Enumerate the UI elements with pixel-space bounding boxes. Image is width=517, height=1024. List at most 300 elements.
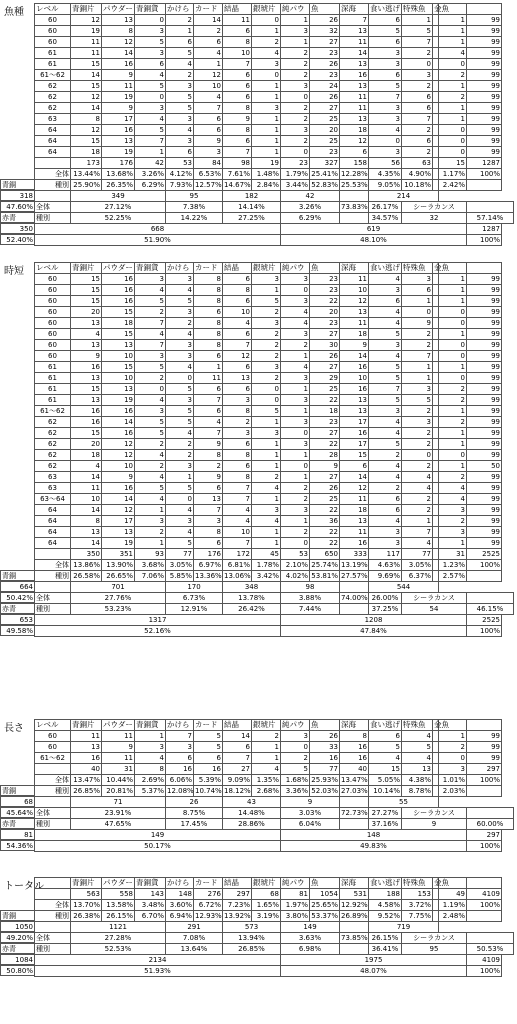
- overall-row: [35, 830, 514, 841]
- table-cell: レベル: [35, 720, 71, 731]
- table-cell: 2: [135, 439, 166, 450]
- section-title: 時短: [4, 266, 24, 277]
- table-cell: 40: [71, 764, 102, 775]
- side-cell: [0, 295, 34, 306]
- table-cell: 14: [71, 538, 102, 549]
- table-cell: 6: [194, 125, 223, 136]
- side-cell: [0, 80, 34, 91]
- table-cell: 19: [102, 538, 135, 549]
- side-cell: [0, 69, 34, 80]
- group-cell: 349: [71, 191, 166, 202]
- table-row: [35, 527, 514, 538]
- table-cell: 6: [194, 384, 223, 395]
- table-cell: 5: [402, 742, 433, 753]
- table-cell: 3.44%: [281, 180, 310, 191]
- table-cell: 3.48%: [135, 900, 166, 911]
- table-cell: 1: [252, 494, 281, 505]
- table-cell: 3: [166, 114, 194, 125]
- table-cell: 18: [340, 505, 369, 516]
- table-cell: 5: [194, 742, 223, 753]
- table-cell: 0: [252, 70, 281, 81]
- table-row: [35, 329, 514, 340]
- group-cell: 46.15%: [467, 604, 514, 615]
- table-cell: 3: [281, 505, 310, 516]
- level-cell: 61〜62: [35, 753, 71, 764]
- group-cell: シーラカンス: [402, 593, 467, 604]
- table-cell: 5: [166, 296, 194, 307]
- table-cell: 魚: [310, 878, 340, 889]
- level-cell: 62: [35, 417, 71, 428]
- group-cell: 13.94%: [223, 933, 281, 944]
- table-cell: 50: [467, 461, 502, 472]
- table-cell: 3: [402, 274, 433, 285]
- table-cell: カード: [194, 263, 223, 274]
- table-cell: 3: [194, 147, 223, 158]
- table-cell: 6: [194, 483, 223, 494]
- table-row: [35, 136, 514, 147]
- table-cell: 9: [102, 70, 135, 81]
- table-cell: 3: [281, 26, 310, 37]
- type-percent-row: [35, 911, 514, 922]
- table-cell: 1: [439, 731, 467, 742]
- table-cell: 4: [402, 472, 433, 483]
- table-cell: 6: [194, 351, 223, 362]
- table-row: [35, 395, 514, 406]
- table-cell: 1: [194, 362, 223, 373]
- table-row: [35, 742, 514, 753]
- table-cell: 1: [439, 285, 467, 296]
- table-cell: 8: [194, 340, 223, 351]
- table-cell: 2: [281, 136, 310, 147]
- table-cell: 99: [467, 406, 502, 417]
- table-cell: 99: [467, 81, 502, 92]
- table-cell: 11: [340, 37, 369, 48]
- table-cell: 13.47%: [71, 775, 102, 786]
- table-cell: 2: [439, 742, 467, 753]
- data-table: [34, 3, 514, 246]
- table-cell: 40: [340, 764, 369, 775]
- table-cell: 8.78%: [402, 786, 433, 797]
- table-cell: 99: [467, 428, 502, 439]
- table-cell: 13: [71, 395, 102, 406]
- table-cell: 2: [439, 395, 467, 406]
- table-cell: 99: [467, 92, 502, 103]
- table-cell: 5: [402, 395, 433, 406]
- table-cell: レベル: [35, 4, 71, 15]
- table-cell: 1: [252, 742, 281, 753]
- table-cell: かけら: [166, 878, 194, 889]
- table-cell: 99: [467, 296, 502, 307]
- table-cell: 99: [467, 274, 502, 285]
- side-cell: 青銅: [0, 785, 34, 796]
- table-cell: 29: [310, 373, 340, 384]
- table-cell: 2: [402, 505, 433, 516]
- group-cell: [467, 202, 514, 213]
- side-cell: [0, 899, 34, 910]
- table-cell: 5: [369, 373, 402, 384]
- side-cell: 赤青: [0, 943, 34, 954]
- table-cell: 99: [467, 136, 502, 147]
- table-cell: 99: [467, 285, 502, 296]
- table-cell: 4: [439, 48, 467, 59]
- table-cell: 4: [194, 48, 223, 59]
- table-cell: 6: [194, 538, 223, 549]
- table-row: [35, 406, 514, 417]
- table-cell: 99: [467, 538, 502, 549]
- table-cell: 4: [369, 428, 402, 439]
- group-cell: 32: [402, 213, 467, 224]
- table-cell: 12.92%: [341, 901, 368, 909]
- side-cell: [0, 548, 34, 559]
- table-cell: 12: [223, 351, 252, 362]
- table-cell: 銀琥片: [252, 4, 281, 15]
- table-cell: 4: [369, 125, 402, 136]
- table-cell: 4: [439, 494, 467, 505]
- table-cell: 13.06%: [224, 572, 251, 580]
- table-cell: 8: [71, 114, 102, 125]
- table-cell: 8: [223, 406, 252, 417]
- group-cell: [340, 191, 369, 202]
- table-cell: 26: [310, 59, 340, 70]
- table-cell: 12: [71, 15, 102, 26]
- table-cell: 4: [194, 92, 223, 103]
- table-cell: 17: [340, 417, 369, 428]
- table-cell: 6: [223, 329, 252, 340]
- side-cell: [0, 36, 34, 47]
- side-cell: [0, 361, 34, 372]
- table-row: [35, 125, 514, 136]
- table-cell: 3: [223, 395, 252, 406]
- side-cell: [0, 763, 34, 774]
- table-cell: 食い逃げ: [370, 4, 400, 13]
- side-cell: 653: [0, 614, 34, 625]
- table-cell: 5: [135, 81, 166, 92]
- level-cell: 63: [35, 472, 71, 483]
- group-cell: 6.04%: [281, 819, 340, 830]
- table-cell: 全体: [35, 775, 71, 786]
- table-cell: 6.37%: [402, 571, 433, 582]
- table-cell: 金魚: [434, 4, 449, 13]
- table-row: [35, 373, 514, 384]
- table-cell: 25.53%: [341, 181, 368, 189]
- table-cell: 結晶: [223, 720, 252, 731]
- table-cell: 3.26%: [135, 169, 166, 180]
- table-row: [35, 147, 514, 158]
- table-cell: 9: [402, 318, 433, 329]
- table-cell: 99: [467, 472, 502, 483]
- table-cell: 4: [135, 329, 166, 340]
- table-cell: 4: [252, 516, 281, 527]
- table-cell: 2: [252, 340, 281, 351]
- level-cell: 61: [35, 59, 71, 70]
- group-row: [35, 922, 514, 933]
- table-cell: 5: [166, 417, 194, 428]
- table-cell: 1: [402, 15, 433, 26]
- table-cell: かけら: [166, 4, 194, 15]
- side-cell: 青銅: [0, 179, 34, 190]
- table-cell: 1: [252, 26, 281, 37]
- table-cell: 99: [467, 15, 502, 26]
- level-cell: 62: [35, 92, 71, 103]
- table-cell: 7.75%: [402, 911, 433, 922]
- table-cell: 13.86%: [71, 560, 102, 571]
- overall-cell: 1975: [281, 955, 467, 966]
- group-cell: 8.75%: [166, 808, 223, 819]
- table-cell: 4: [402, 731, 433, 742]
- level-cell: 64: [35, 527, 71, 538]
- table-cell: 1: [252, 92, 281, 103]
- group-cell: 3.88%: [281, 593, 340, 604]
- table-cell: 0: [439, 307, 467, 318]
- side-cell: [0, 350, 34, 361]
- table-cell: 1: [135, 538, 166, 549]
- level-cell: 64: [35, 125, 71, 136]
- group-cell: 55: [369, 797, 439, 808]
- table-cell: 19: [252, 158, 281, 169]
- table-cell: 2: [402, 439, 433, 450]
- table-cell: 1.19%: [439, 900, 467, 911]
- table-cell: 6: [223, 81, 252, 92]
- table-cell: 26.89%: [341, 912, 368, 920]
- table-cell: 7: [194, 395, 223, 406]
- table-cell: 10.74%: [195, 787, 222, 795]
- group-row: [35, 797, 514, 808]
- table-cell: 3: [252, 428, 281, 439]
- table-cell: 銀琥片: [252, 878, 281, 889]
- side-cell: [0, 741, 34, 752]
- group-cell: 36.41%: [369, 944, 402, 955]
- table-cell: 9: [102, 103, 135, 114]
- table-cell: 2: [439, 516, 467, 527]
- table-cell: 13: [340, 59, 369, 70]
- table-cell: 7.23%: [223, 900, 252, 911]
- table-cell: 3: [402, 417, 433, 428]
- table-cell: 4: [166, 428, 194, 439]
- table-cell: 297: [223, 889, 252, 900]
- table-cell: 16: [102, 274, 135, 285]
- table-cell: 3: [402, 384, 433, 395]
- table-cell: 26.65%: [102, 571, 135, 582]
- table-cell: 13: [194, 494, 223, 505]
- table-cell: 6: [340, 461, 369, 472]
- table-cell: 36: [310, 516, 340, 527]
- table-cell: 4: [166, 527, 194, 538]
- table-cell: 1: [281, 472, 310, 483]
- table-cell: 351: [102, 549, 135, 560]
- table-cell: 16: [71, 753, 102, 764]
- table-cell: 3: [135, 742, 166, 753]
- table-cell: 63: [402, 158, 433, 169]
- table-cell: 0: [252, 395, 281, 406]
- table-row: [35, 483, 514, 494]
- table-cell: 6: [194, 37, 223, 48]
- table-cell: 26.58%: [71, 571, 102, 582]
- table-cell: 深海: [340, 720, 369, 731]
- table-cell: [35, 549, 71, 560]
- overall-cell: 47.84%: [281, 626, 467, 637]
- table-cell: 9: [194, 439, 223, 450]
- table-cell: 3: [166, 395, 194, 406]
- table-cell: 2: [281, 59, 310, 70]
- table-cell: 11: [102, 731, 135, 742]
- table-cell: 2: [402, 340, 433, 351]
- table-cell: 14.67%: [224, 181, 251, 189]
- group-cell: 73.83%: [341, 203, 368, 211]
- table-cell: 2.48%: [439, 911, 467, 922]
- table-cell: 13: [102, 340, 135, 351]
- table-cell: 2525: [467, 549, 502, 560]
- table-cell: 0: [281, 285, 310, 296]
- table-cell: 28: [310, 450, 340, 461]
- table-cell: 2: [402, 428, 433, 439]
- table-cell: 3: [135, 103, 166, 114]
- table-cell: カード: [194, 720, 223, 731]
- table-cell: 650: [310, 549, 340, 560]
- table-cell: 6: [369, 505, 402, 516]
- table-cell: 16: [340, 70, 369, 81]
- table-cell: 6: [223, 274, 252, 285]
- table-cell: 6: [223, 70, 252, 81]
- table-row: [35, 92, 514, 103]
- group-row: [35, 582, 514, 593]
- table-cell: 4.02%: [281, 571, 310, 582]
- table-cell: 12: [194, 70, 223, 81]
- overall-cell: 48.07%: [281, 966, 467, 977]
- table-cell: 15: [71, 81, 102, 92]
- table-cell: 27: [310, 103, 340, 114]
- table-cell: 結晶: [223, 878, 252, 889]
- table-cell: 99: [467, 318, 502, 329]
- table-cell: 2: [281, 48, 310, 59]
- table-cell: 11: [340, 527, 369, 538]
- table-cell: 1: [439, 37, 467, 48]
- table-cell: 0: [281, 461, 310, 472]
- table-cell: 8: [223, 450, 252, 461]
- level-cell: 60: [35, 351, 71, 362]
- table-cell: 9: [310, 461, 340, 472]
- table-cell: 20: [71, 307, 102, 318]
- table-cell: 176: [102, 158, 135, 169]
- table-cell: 8: [135, 764, 166, 775]
- table-cell: 2: [402, 48, 433, 59]
- table-cell: 5: [369, 26, 402, 37]
- table-cell: 7.61%: [223, 169, 252, 180]
- table-cell: 6: [166, 753, 194, 764]
- table-cell: 6: [194, 307, 223, 318]
- table-cell: 10: [102, 351, 135, 362]
- table-cell: 4: [166, 125, 194, 136]
- table-cell: 種別: [35, 571, 71, 582]
- table-cell: 6: [166, 147, 194, 158]
- table-cell: 27: [310, 428, 340, 439]
- table-cell: 7: [369, 384, 402, 395]
- table-cell: 2.68%: [252, 786, 281, 797]
- table-cell: 27.57%: [341, 572, 368, 580]
- table-cell: 5: [369, 439, 402, 450]
- table-cell: 3: [369, 538, 402, 549]
- overall-cell: 2134: [35, 955, 281, 966]
- side-cell: 52.40%: [0, 234, 34, 245]
- table-cell: 1054: [310, 889, 340, 900]
- table-cell: 1: [252, 450, 281, 461]
- table-cell: 5: [166, 48, 194, 59]
- table-cell: 3: [252, 505, 281, 516]
- table-cell: 99: [467, 26, 502, 37]
- table-cell: 8: [223, 37, 252, 48]
- table-cell: 14: [71, 472, 102, 483]
- side-cell: 赤青: [0, 603, 34, 614]
- table-cell: 3: [223, 428, 252, 439]
- table-cell: 5: [166, 103, 194, 114]
- group-cell: 52.53%: [71, 944, 166, 955]
- table-row: [35, 70, 514, 81]
- table-cell: 8: [340, 731, 369, 742]
- table-cell: 6: [223, 384, 252, 395]
- table-cell: 1: [166, 26, 194, 37]
- table-cell: 25.65%: [311, 901, 338, 909]
- table-cell: 8: [102, 26, 135, 37]
- table-cell: 1: [194, 59, 223, 70]
- group-row: [35, 191, 514, 202]
- table-cell: 2: [166, 439, 194, 450]
- table-cell: 深海: [340, 263, 369, 274]
- group-cell: 7.08%: [166, 933, 223, 944]
- table-cell: 2: [402, 147, 433, 158]
- table-cell: 33: [310, 742, 340, 753]
- table-cell: 13: [223, 373, 252, 384]
- table-cell: 2: [166, 70, 194, 81]
- table-cell: かけら: [166, 263, 194, 274]
- table-cell: 3: [166, 274, 194, 285]
- table-cell: 3: [281, 731, 310, 742]
- table-cell: 3: [369, 114, 402, 125]
- table-cell: 2: [402, 461, 433, 472]
- table-cell: 25.90%: [71, 180, 102, 191]
- totals-row: [35, 549, 514, 560]
- table-cell: 31: [102, 764, 135, 775]
- group-cell: [467, 593, 514, 604]
- table-cell: 1: [402, 296, 433, 307]
- table-cell: 3: [369, 103, 402, 114]
- table-cell: 1: [252, 147, 281, 158]
- table-cell: 3: [135, 48, 166, 59]
- overall-cell: 51.93%: [35, 966, 281, 977]
- table-cell: 11: [223, 15, 252, 26]
- table-cell: 350: [71, 549, 102, 560]
- table-cell: 13: [71, 318, 102, 329]
- table-cell: 4: [369, 417, 402, 428]
- table-cell: 4: [194, 417, 223, 428]
- table-cell: 2: [135, 307, 166, 318]
- side-cell: 青銅: [0, 910, 34, 921]
- table-cell: 13: [340, 81, 369, 92]
- group-cell: 27.25%: [223, 213, 281, 224]
- table-cell: 99: [467, 516, 502, 527]
- table-cell: 7: [166, 731, 194, 742]
- table-cell: 0: [402, 450, 433, 461]
- table-cell: 2: [281, 340, 310, 351]
- table-cell: 1: [439, 274, 467, 285]
- table-cell: 0: [281, 147, 310, 158]
- table-cell: かけら: [166, 720, 194, 731]
- level-cell: 60: [35, 296, 71, 307]
- table-cell: 3: [369, 527, 402, 538]
- table-cell: カード: [194, 878, 223, 889]
- table-cell: 14: [223, 731, 252, 742]
- table-cell: 327: [310, 158, 340, 169]
- table-cell: 魚: [310, 4, 340, 15]
- table-cell: 3: [135, 26, 166, 37]
